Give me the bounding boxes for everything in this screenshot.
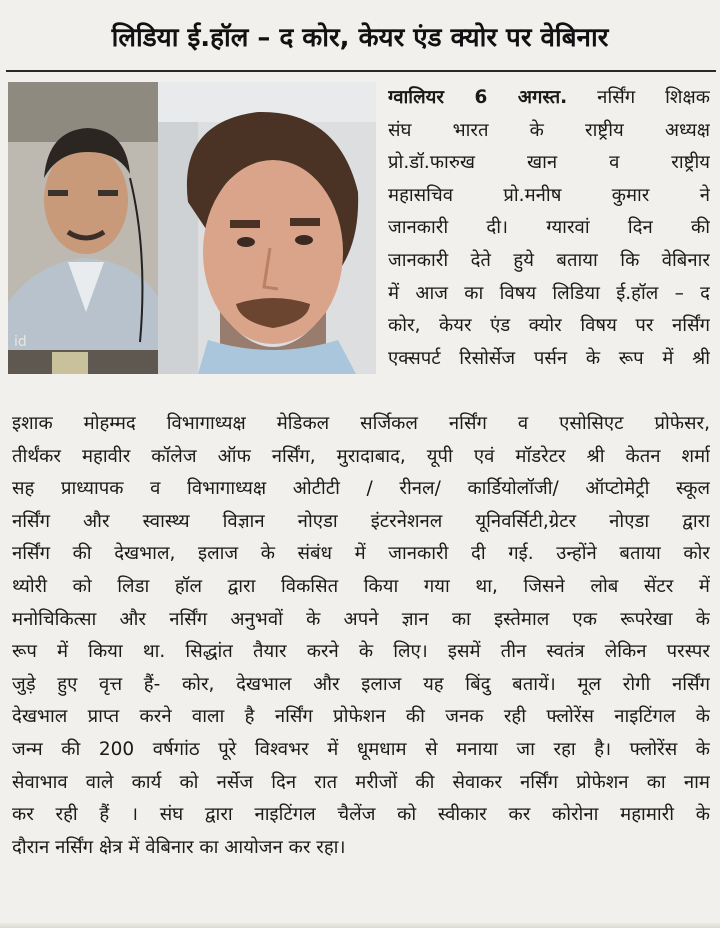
article-line: जन्म की 200 वर्षगांठ पूरे विश्वभर में धूमधाम से मनाया जा रहा है। फ्लोरेंस के (12, 738, 710, 760)
article-column-text (388, 82, 710, 375)
article-line: मनोचिकित्सा और नर्सिंग अनुभवों के अपने ज्ञान का इस्तेमाल एक रूपरेखा के (12, 608, 710, 630)
article-line: दौरान नर्सिंग क्षेत्र में वेबिनार का आयोजन कर रहा। (12, 836, 346, 858)
article-line: देखभाल प्राप्त करने वाला है नर्सिंग प्रोफेशन की जनक रही फ्लोरेंस नाइटिंगल के (12, 706, 710, 728)
article-line: थ्योरी को लिडा हॉल द्वारा विकसित किया गया था, जिसने लोब सेंटर में (12, 575, 710, 597)
headline-rule (6, 70, 716, 72)
article-line: इशाक मोहम्मद विभागाध्यक्ष मेडिकल सर्जिकल नर्सिंग व एसोसिएट प्रोफेसर, (12, 413, 710, 434)
article-line: जुड़े हुए वृत्त हैं- कोर, देखभाल और इलाज यह बिंदु बतायें। मूल रोगी नर्सिंग (12, 673, 710, 695)
clipping-edge (0, 922, 720, 928)
headline: लिडिया ई.हॉल – द कोर, केयर एंड क्योर पर वेबिनार (111, 23, 609, 53)
article-body-text (12, 408, 710, 864)
article-line: एक्सपर्ट रिसोर्सेज पर्सन के रूप में श्री (388, 347, 710, 369)
article-line: कोर, केयर एंड क्योर विषय पर नर्सिंग (388, 315, 710, 337)
article-line: प्रो.डॉ.फारुख खान व राष्ट्रीय (388, 152, 710, 174)
webinar-screenshot-image (8, 82, 376, 374)
article-line: सह प्राध्यापक व विभागाध्यक्ष ओटीटी / रीनल/ कार्डियोलॉजी/ ऑप्टोमेट्री स्कूल (12, 478, 710, 500)
webinar-photo (8, 82, 376, 374)
article-line: में आज का विषय लिडिया ई.हॉल – द (388, 282, 710, 304)
article-line: जानकारी देते हुये बताया कि वेबिनार (388, 249, 710, 271)
article-line: नर्सिंग और स्वास्थ्य विज्ञान नोएडा इंटरनेशनल यूनिवर्सिटी,ग्रेटर नोएडा द्वारा (12, 510, 710, 532)
article-line: कर रही हैं । संघ द्वारा नाइटिंगल चैलेंज को स्वीकार कर कोरोना महामारी के (12, 804, 710, 826)
article-line: तीर्थंकर महावीर कॉलेज ऑफ नर्सिंग, मुरादाबाद, यूपी एवं मॉडरेटर श्री केतन शर्मा (12, 445, 710, 467)
article-line: महासचिव प्रो.मनीष कुमार ने (388, 184, 710, 206)
article-line: संघ भारत के राष्ट्रीय अध्यक्ष (388, 119, 710, 141)
dateline: ग्वालियर 6 अगस्त. (388, 87, 568, 108)
article-line: नर्सिंग की देखभाल, इलाज के संबंध में जानकारी दी गई. उन्होंने बताया कोर (12, 543, 710, 565)
article-line: ग्वालियर 6 अगस्त. नर्सिंग शिक्षक (388, 87, 710, 108)
article-line: सेवाभाव वाले कार्य को नर्सेज दिन रात मरीजों की सेवाकर नर्सिंग प्रोफेशन का नाम (12, 771, 710, 793)
article-line: रूप में किया था. सिद्धांत तैयार करने के लिए। इसमें तीन स्वतंत्र लेकिन परस्पर (12, 641, 710, 663)
article-line: जानकारी दी। ग्यारवां दिन की (388, 217, 710, 239)
photo-overlay-text: id (14, 334, 27, 350)
